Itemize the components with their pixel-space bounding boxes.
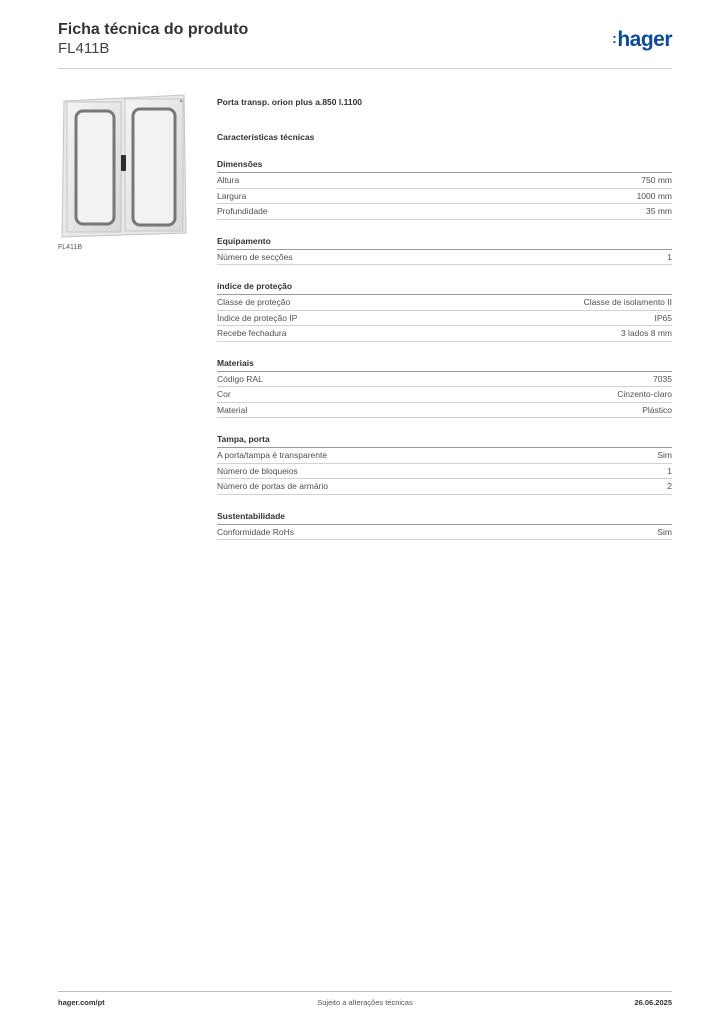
spec-sections <box>217 158 672 540</box>
footer-date: 26.06.2025 <box>634 998 672 1007</box>
spec-content <box>217 96 672 540</box>
spec-row <box>217 403 672 419</box>
spec-label: Recebe fechadura <box>217 328 287 338</box>
spec-value: 2 <box>667 481 672 491</box>
technical-characteristics-title: Características técnicas <box>217 132 315 142</box>
section-title: Materiais <box>217 357 672 372</box>
spec-row <box>217 173 672 189</box>
spec-label: Profundidade <box>217 206 268 216</box>
spec-label: Número de bloqueios <box>217 465 298 476</box>
spec-label: Conformidade RoHs <box>217 526 295 537</box>
spec-section <box>217 433 672 495</box>
spec-label: Código RAL <box>217 373 263 384</box>
spec-row <box>217 448 672 464</box>
spec-value: Sim <box>657 450 672 460</box>
spec-row <box>217 525 672 541</box>
spec-section <box>217 357 672 419</box>
spec-value: IP65 <box>654 312 672 323</box>
spec-row <box>217 250 672 266</box>
spec-label: Largura <box>217 190 247 201</box>
section-title: Tampa, porta <box>217 433 672 448</box>
spec-value: 750 mm <box>641 175 672 185</box>
spec-section <box>217 510 672 541</box>
image-caption: FL411B <box>58 244 82 251</box>
product-description: Porta transp. orion plus a.850 l.1100 <box>217 97 363 107</box>
spec-value: Sim <box>657 526 672 537</box>
footer-website-link[interactable]: hager.com/pt <box>58 998 105 1007</box>
spec-row <box>217 479 672 495</box>
page-title: Ficha técnica do produto <box>58 21 249 38</box>
spec-label: Cor <box>217 389 231 399</box>
footer-divider <box>58 991 672 992</box>
section-title: Sustentabilidade <box>217 510 672 525</box>
footer-notice: Sujeito a alterações técnicas <box>317 998 413 1007</box>
header-divider <box>58 68 672 69</box>
spec-label: Altura <box>217 175 240 185</box>
spec-row <box>217 326 672 342</box>
spec-row <box>217 189 672 205</box>
spec-row <box>217 295 672 311</box>
section-title: índice de proteção <box>217 280 672 295</box>
product-image <box>58 93 190 239</box>
spec-label: A porta/tampa é transparente <box>217 450 328 460</box>
product-code: FL411B <box>58 40 110 57</box>
spec-section <box>217 280 672 342</box>
spec-value: 35 mm <box>646 206 672 216</box>
spec-value: 3 lados 8 mm <box>620 328 672 338</box>
spec-label: Número de secções <box>217 251 293 262</box>
spec-value: Cinzento-claro <box>617 389 672 399</box>
spec-value: Plástico <box>642 404 672 415</box>
spec-row <box>217 464 672 480</box>
spec-label: Classe de proteção <box>217 297 291 307</box>
spec-row <box>217 204 672 220</box>
spec-value: 1 <box>667 251 672 262</box>
spec-value: 1000 mm <box>636 190 672 201</box>
spec-label: Número de portas de armário <box>217 481 329 491</box>
page-header <box>58 20 672 58</box>
spec-row <box>217 311 672 327</box>
section-title: Dimensões <box>217 158 672 173</box>
spec-section <box>217 158 672 220</box>
spec-value: 7035 <box>653 373 672 384</box>
spec-label: Material <box>217 404 248 415</box>
spec-value: Classe de isolamento II <box>583 297 672 307</box>
spec-section <box>217 235 672 266</box>
spec-row <box>217 372 672 388</box>
spec-value: 1 <box>667 465 672 476</box>
spec-row <box>217 387 672 403</box>
page-footer <box>58 998 672 1010</box>
hager-logo: :hager <box>612 28 672 51</box>
spec-label: Índice de proteção IP <box>217 312 298 323</box>
section-title: Equipamento <box>217 235 672 250</box>
